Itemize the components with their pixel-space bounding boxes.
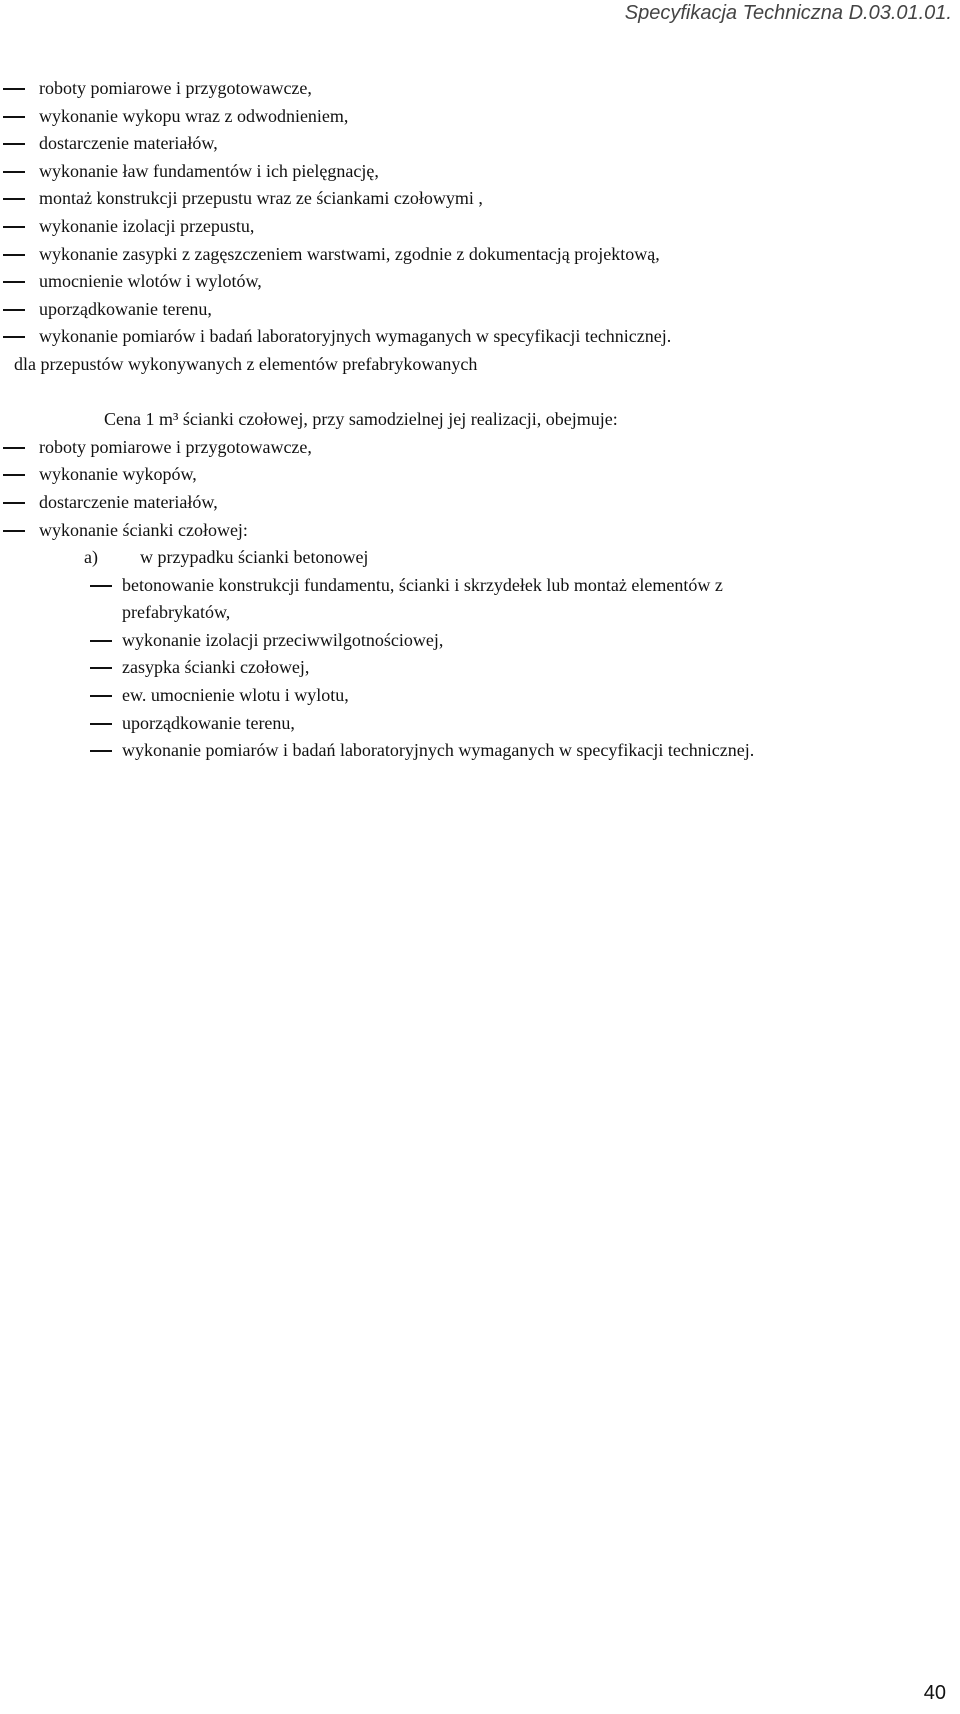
list-item-text: wykonanie zasypki z zagęszczeniem warstwami, zgodnie z dokumentacją projektową, [39,243,660,264]
dash-bullet-icon [3,447,25,449]
dash-bullet-icon [90,723,112,725]
list-item [0,654,960,682]
list-item-text: wykonanie izolacji przepustu, [39,215,255,236]
list-item-text: wykonanie izolacji przeciwwilgotnościowej, [122,629,444,650]
price-intro: Cena 1 m³ ścianki czołowej, przy samodzielnej jej realizacji, obejmuje: [104,409,618,430]
list-item [0,517,960,545]
list-item [0,268,960,296]
list-item-text: wykonanie wykopów, [39,464,197,485]
list-item [0,489,960,517]
list-item-text: dostarczenie materiałów, [39,133,218,154]
list-item [0,323,960,351]
list-item-text: wykonanie ław fundamentów i ich pielęgnację, [39,160,379,181]
prefab-note: dla przepustów wykonywanych z elementów prefabrykowanych [14,353,478,374]
list-item-continuation: prefabrykatów, [122,602,231,623]
list-item [0,213,960,241]
dash-bullet-icon [3,198,25,200]
list-item-text: ew. umocnienie wlotu i wylotu, [122,685,349,706]
dash-bullet-icon [90,640,112,642]
sublist-a-heading [0,544,960,572]
list-item-text: uporządkowanie terenu, [122,712,295,733]
list-item [0,296,960,324]
list-item-text: dostarczenie materiałów, [39,491,218,512]
list-item-text: zasypka ścianki czołowej, [122,657,310,678]
dash-bullet-icon [90,667,112,669]
list-item-text: wykonanie ścianki czołowej: [39,519,248,540]
list-item [0,130,960,158]
list-item [0,158,960,186]
dash-bullet-icon [3,171,25,173]
list-item [0,75,960,103]
list-item-text: roboty pomiarowe i przygotowawcze, [39,78,312,98]
list-item [0,737,960,765]
list-item-text: wykonanie wykopu wraz z odwodnieniem, [39,105,349,126]
dash-bullet-icon [3,226,25,228]
list-item [0,682,960,710]
list-item-text: wykonanie pomiarów i badań laboratoryjnych wymaganych w specyfikacji technicznej. [39,326,672,347]
sublist-marker: a) [84,547,98,568]
dash-bullet-icon [3,143,25,145]
list-item-text: betonowanie konstrukcji fundamentu, ścianki i skrzydełek lub montaż elementów z [122,574,723,595]
page-number: 40 [923,1682,946,1704]
dash-bullet-icon [3,336,25,338]
dash-bullet-icon [3,502,25,504]
list-item [0,461,960,489]
dash-bullet-icon [90,585,112,587]
list-item [0,434,960,462]
dash-bullet-icon [3,309,25,311]
list-item [0,572,952,600]
document-body [0,75,960,765]
dash-bullet-icon [3,530,25,532]
list-item [0,241,960,269]
sublist-label: w przypadku ścianki betonowej [140,547,369,568]
dash-bullet-icon [90,750,112,752]
dash-bullet-icon [90,695,112,697]
list-item-text: montaż konstrukcji przepustu wraz ze ściankami czołowymi , [39,188,483,209]
dash-bullet-icon [3,281,25,283]
list-item-text: uporządkowanie terenu, [39,298,212,319]
document-header-title: Specyfikacja Techniczna D.03.01.01. [624,2,952,24]
list-item-text: umocnienie wlotów i wylotów, [39,271,262,292]
dash-bullet-icon [3,254,25,256]
list-item [0,627,960,655]
dash-bullet-icon [3,116,25,118]
dash-bullet-icon [3,474,25,476]
list-item [0,710,960,738]
list-item [0,185,960,213]
list-item-text: roboty pomiarowe i przygotowawcze, [39,436,312,457]
list-item-text: wykonanie pomiarów i badań laboratoryjnych wymaganych w specyfikacji technicznej. [122,740,755,761]
list-item [0,103,960,131]
dash-bullet-icon [3,88,25,90]
